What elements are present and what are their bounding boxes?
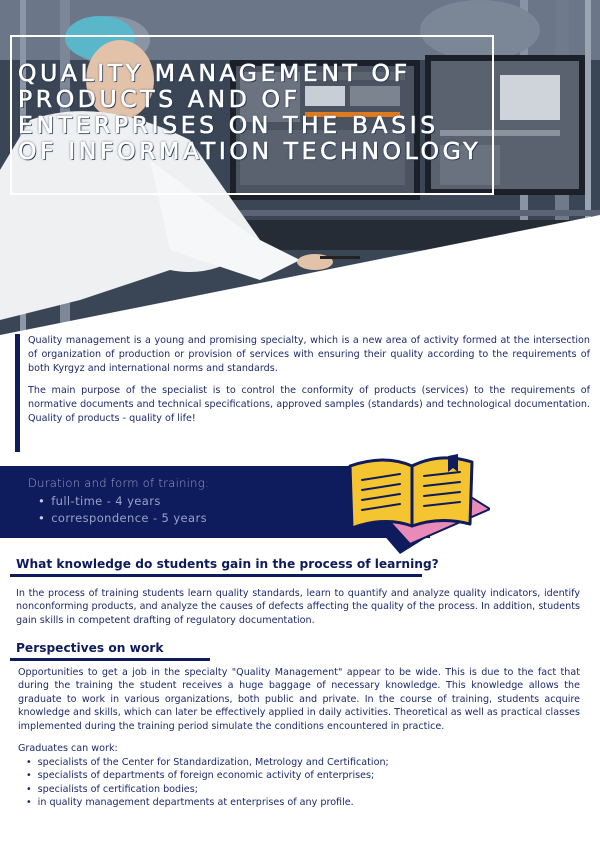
duration-title: Duration and form of training: bbox=[28, 476, 210, 490]
perspectives-text: Opportunities to get a job in the specialty "Quality Management" appear to be wide. This is due to the fact that during the training the student receives a huge baggage of necessary knowledge. This knowledge allows the graduate to work in various organizations, both public and private. In the course of training, students acquire knowledge and skills, which can later be effectively applied in daily activities. Theoretical as well as practical classes implemented during the training period simulate the conditions encountered in practice. bbox=[18, 667, 580, 732]
list-item: • specialists of the Center for Standardization, Metrology and Certification; bbox=[26, 756, 389, 769]
duration-item: • correspondence - 5 years bbox=[38, 511, 207, 525]
intro-paragraph: The main purpose of the specialist is to control the conformity of products (services) to the requirements of normative documents and technical specifications, approved samples (standards) and technological documentation. Quality of products - quality of life! bbox=[28, 385, 590, 424]
list-item: • specialists of certification bodies; bbox=[26, 783, 389, 796]
intro-paragraph: Quality management is a young and promising specialty, which is a new area of activity formed at the intersection of organization of production or provision of services with ensuring their quality according to the requirements of both Kyrgyz and international norms and standards. bbox=[28, 335, 590, 374]
book-icon bbox=[330, 444, 490, 556]
section-heading-knowledge: What knowledge do students gain in the process of learning? bbox=[16, 557, 439, 571]
heading-underline bbox=[10, 658, 210, 661]
knowledge-text: In the process of training students learn quality standards, learn to quantify and analyze quality indicators, identify nonconforming products, and analyze the causes of defects affecting the quality of the process. In addition, students gain skills in competent drafting of regulatory documentation. bbox=[16, 588, 580, 626]
hero-photo bbox=[0, 0, 600, 335]
intro-accent-bar bbox=[15, 334, 20, 452]
page-title: QUALITY MANAGEMENT OF PRODUCTS AND OF ENTERPRISES ON THE BASIS OF INFORMATION TECHNOLOGY bbox=[18, 59, 482, 165]
graduates-label: Graduates can work: bbox=[18, 743, 118, 754]
list-item: • in quality management departments at enterprises of any profile. bbox=[26, 796, 389, 809]
list-item: • specialists of departments of foreign economic activity of enterprises; bbox=[26, 769, 389, 782]
heading-underline bbox=[10, 574, 422, 577]
duration-item: • full-time - 4 years bbox=[38, 494, 161, 508]
graduates-list bbox=[26, 756, 389, 810]
section-heading-perspectives: Perspectives on work bbox=[16, 641, 164, 655]
